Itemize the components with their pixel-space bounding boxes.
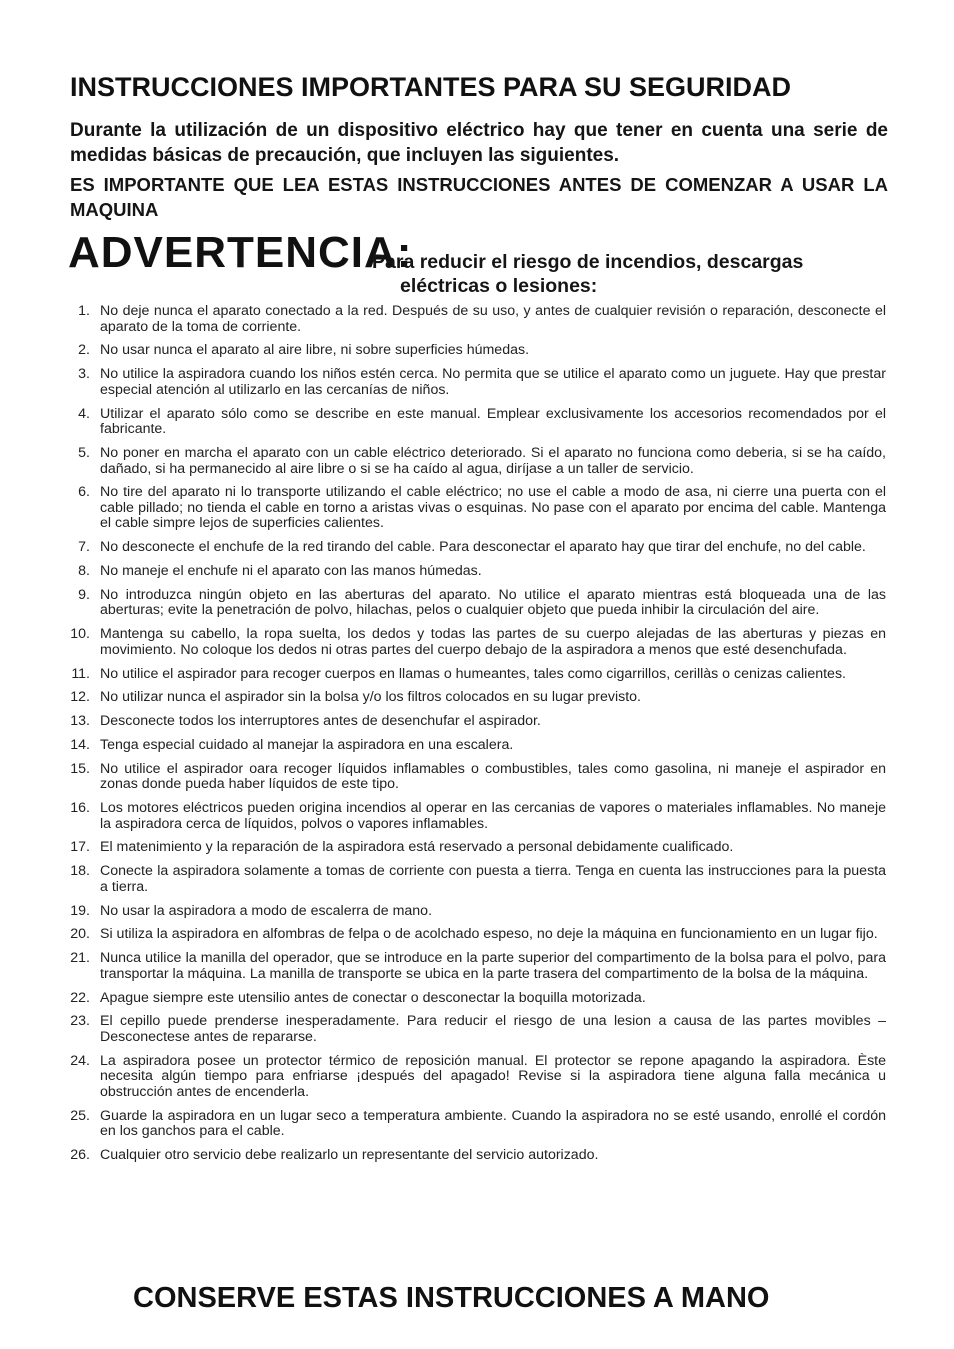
list-item — [60, 762, 886, 793]
list-item-number: 14. — [70, 736, 90, 753]
list-item — [60, 564, 886, 580]
list-item — [60, 446, 886, 477]
list-item-text: El cepillo puede prenderse inesperadamente. Para reducir el riesgo de una lesion a causa de las partes movibles – Desconectese antes de repararse. — [100, 1013, 886, 1045]
warning-subtitle-line-2: eléctricas o lesiones: — [400, 275, 598, 297]
list-item — [60, 343, 886, 359]
list-item — [60, 667, 886, 683]
warning-subtitle — [372, 250, 892, 298]
list-item — [60, 304, 886, 335]
list-item-number: 1. — [78, 303, 90, 319]
list-item-number: 15. — [70, 760, 90, 777]
list-item — [60, 904, 886, 920]
list-item-number: 18. — [70, 863, 90, 880]
page-title: INSTRUCCIONES IMPORTANTES PARA SU SEGURIDAD — [70, 72, 792, 102]
list-item-text: Utilizar el aparato sólo como se describe en este manual. Emplear exclusivamente los accesorios recomendados por el fabricante. — [100, 405, 886, 438]
list-item-number: 19. — [70, 902, 90, 919]
list-item-text: No deje nunca el aparato conectado a la red. Después de su uso, y antes de cualquier revisión o reparación, desconecte el aparato de la toma de corriente. — [100, 303, 886, 335]
list-item-number: 24. — [70, 1052, 90, 1069]
list-item-number: 26. — [70, 1147, 90, 1164]
list-item-number: 22. — [70, 989, 90, 1006]
list-item-text: No desconecte el enchufe de la red tirando del cable. Para desconectar el aparato hay que tirar del enchufe, no del cable. — [100, 539, 866, 556]
list-item-text: Cualquier otro servicio debe realizarlo un representante del servicio autorizado. — [100, 1147, 599, 1164]
list-item-number: 17. — [70, 839, 90, 856]
list-item-text: Mantenga su cabello, la ropa suelta, los dedos y todas las partes de su cuerpo alejadas de las aberturas y piezas en movimiento. No coloque los dedos ni otras partes del cuerpo debajo de la aspiradora a menos que esté desenchufada. — [100, 626, 886, 658]
list-item-number: 21. — [70, 950, 90, 967]
list-item — [60, 407, 886, 438]
list-item — [60, 991, 886, 1007]
list-item-text: No maneje el enchufe ni el aparato con las manos húmedas. — [100, 563, 482, 580]
list-item-text: No tire del aparato ni lo transporte utilizando el cable eléctrico; no use el cable a modo de asa, ni cierre una puerta con el cable pillado; no tienda el cable en torno a aristas vivas o esquinas. No pase con el aparato por encima del cable. Mantenga el cable simpre lejos de superficies calientes. — [100, 484, 886, 532]
list-item-text: Si utiliza la aspiradora en alfombras de felpa o de acolchado espeso, no deje la máquina en funcionamiento en un lugar fijo. — [100, 926, 878, 943]
list-item-text: Tenga especial cuidado al manejar la aspiradora en una escalera. — [100, 736, 514, 753]
list-item-text: No usar nunca el aparato al aire libre, ni sobre superficies húmedas. — [100, 342, 530, 359]
list-item-number: 16. — [70, 800, 90, 817]
list-item-text: No usar la aspiradora a modo de escalerra de mano. — [100, 902, 433, 919]
list-item — [60, 840, 886, 856]
intro-caps-paragraph: ES IMPORTANTE QUE LEA ESTAS INSTRUCCIONES ANTES DE COMENZAR A USAR LA MAQUINA — [70, 174, 888, 220]
list-item-text: Nunca utilice la manilla del operador, que se introduce en la parte superior del compartimento de la bolsa para el polvo, para transportar la máquina. La manilla de transporte se ubica en la parte trasera del compartimento de la bolsa de la máquina. — [100, 950, 886, 982]
list-item — [60, 738, 886, 754]
list-item-text: Desconecte todos los interruptores antes de desenchufar el aspirador. — [100, 713, 541, 730]
list-item-number: 5. — [78, 444, 90, 461]
list-item-number: 20. — [70, 926, 90, 943]
list-item-text: Los motores eléctricos pueden origina incendios al operar en las cercanias de vapores o materiales inflamables. No maneje la aspiradora cerca de líquidos, polvos o vapores inflamables. — [100, 800, 886, 832]
list-item — [60, 1054, 886, 1101]
list-item — [60, 690, 886, 706]
list-item — [60, 1014, 886, 1045]
list-item-number: 12. — [70, 689, 90, 706]
list-item-text: La aspiradora posee un protector térmico de reposición manual. El protector se repone apagando la aspiradora. Èste necesita algún tiempo para enfriarse ¡después del apagado! Revise si la aspiradora tiene alguna falla mecánica u obstrucción antes de encenderla. — [100, 1052, 886, 1100]
list-item-number: 2. — [78, 342, 90, 359]
list-item — [60, 714, 886, 730]
list-item-number: 25. — [70, 1107, 90, 1124]
list-item-text: No poner en marcha el aparato con un cable eléctrico deteriorado. Si el aparato no funciona como deberia, si se ha caído, dañado, si ha permanecido al aire libre o si se ha caído al agua, diríjase a un taller de servicio. — [100, 444, 886, 477]
list-item — [60, 588, 886, 619]
list-item-text: Conecte la aspiradora solamente a tomas de corriente con puesta a tierra. Tenga en cuenta las instrucciones para la puesta a tierra. — [100, 863, 886, 895]
intro-paragraph: Durante la utilización de un dispositivo eléctrico hay que tener en cuenta una serie de medidas básicas de precaución, que incluyen las siguientes. — [70, 120, 888, 166]
list-item-text: El matenimiento y la reparación de la aspiradora está reservado a personal debidamente cualificado. — [100, 839, 734, 856]
list-item-number: 3. — [78, 366, 90, 383]
list-item-text: No utilice el aspirador oara recoger líquidos inflamables o combustibles, tales como gasolina, ni maneje el aspirador en zonas donde pueda haber líquidos de este tipo. — [100, 760, 886, 793]
list-item-text: No utilizar nunca el aspirador sin la bolsa y/o los filtros colocados en su lugar previsto. — [100, 689, 641, 706]
list-item — [60, 540, 886, 556]
list-item-number: 6. — [78, 484, 90, 501]
warning-subtitle-line-1: Para reducir el riesgo de incendios, descargas — [372, 251, 804, 273]
list-item — [60, 367, 886, 398]
list-item — [60, 627, 886, 658]
list-item-number: 4. — [78, 405, 90, 422]
list-item-number: 11. — [71, 665, 90, 682]
list-item-number: 9. — [78, 586, 90, 603]
warning-heading: ADVERTENCIA: — [68, 228, 413, 277]
list-item — [60, 927, 886, 943]
list-item-number: 7. — [78, 539, 90, 556]
list-item-number: 13. — [70, 713, 90, 730]
list-item — [60, 864, 886, 895]
list-item-text: Guarde la aspiradora en un lugar seco a temperatura ambiente. Cuando la aspiradora no se esté usando, enrollé el cordón en los ganchos para el cable. — [100, 1107, 886, 1140]
list-item-text: Apague siempre este utensilio antes de conectar o desconectar la boquilla motorizada. — [100, 989, 646, 1006]
footer-heading: CONSERVE ESTAS INSTRUCCIONES A MANO — [133, 1282, 770, 1314]
list-item — [60, 801, 886, 832]
list-item — [60, 1109, 886, 1140]
safety-instructions-list — [60, 304, 886, 1172]
list-item-text: No utilice el aspirador para recoger cuerpos en llamas o humeantes, tales como cigarrillos, cerillàs o cenizas calientes. — [100, 665, 846, 682]
list-item — [60, 485, 886, 532]
list-item-number: 10. — [70, 626, 90, 643]
list-item-text: No introduzca ningún objeto en las aberturas del aparato. No utilice el aparato mientras está bloqueada una de las aberturas; evite la penetración de polvo, hilachas, pelos o cualquier objeto que pueda inhibir la circulación del aire. — [100, 586, 886, 619]
list-item — [60, 1148, 886, 1164]
list-item-text: No utilice la aspiradora cuando los niños estén cerca. No permita que se utilice el aparato como un juguete. Hay que prestar especial atención al utilizarlo en las cercanías de niños. — [100, 366, 886, 398]
list-item-number: 23. — [70, 1013, 90, 1030]
list-item — [60, 951, 886, 982]
list-item-number: 8. — [78, 563, 90, 580]
